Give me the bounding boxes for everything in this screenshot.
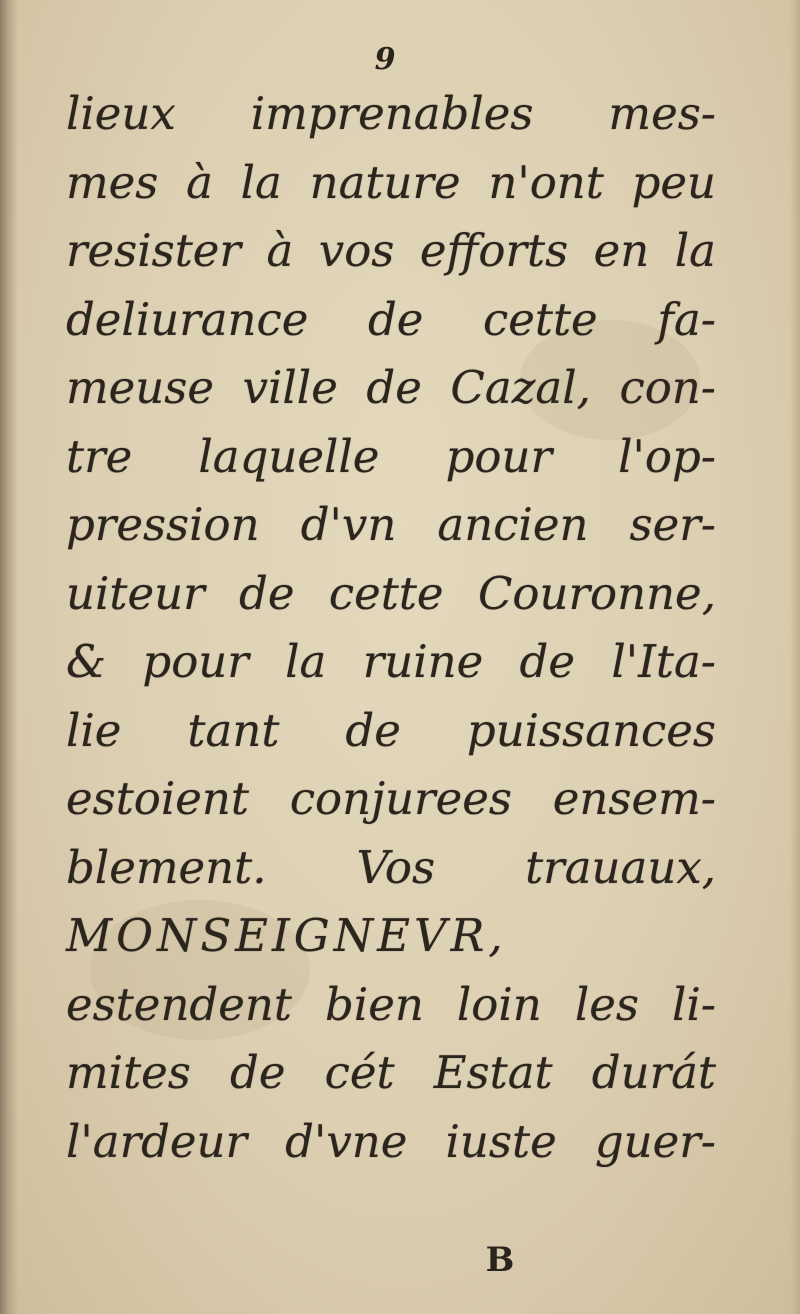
text-line: lie tant de puissances — [66, 703, 716, 757]
text-line: & pour la ruine de l'Ita- — [66, 635, 716, 688]
text-line: mes à la nature n'ont peu — [66, 155, 716, 209]
text-line: l'ardeur d'vne iuste guer- — [66, 1114, 716, 1168]
text-line: lieux imprenables mes- — [66, 87, 716, 140]
text-line: uiteur de cette Couronne, — [66, 566, 716, 620]
signature-mark: B — [485, 1240, 515, 1280]
page-edge — [790, 0, 800, 1314]
text-line: mites de cét Estat durát — [66, 1046, 716, 1099]
text-line-caps: MONSEIGNEVR, — [66, 909, 507, 962]
text-line: meuse ville de Cazal, con- — [66, 361, 716, 414]
text-line: resister à vos efforts en la — [66, 224, 716, 277]
text-line: estoient conjurees ensem- — [66, 772, 716, 825]
page-number: 9 — [374, 42, 396, 77]
text-line: tre laquelle pour l'op- — [66, 429, 716, 483]
text-line: blement. Vos trauaux, — [66, 840, 716, 894]
text-line: deliurance de cette fa- — [66, 292, 716, 346]
page-spine-shadow — [0, 0, 18, 1314]
text-line: pression d'vn ancien ser- — [66, 498, 716, 551]
body-text — [66, 80, 716, 1176]
text-line: estendent bien loin les li- — [66, 977, 716, 1031]
